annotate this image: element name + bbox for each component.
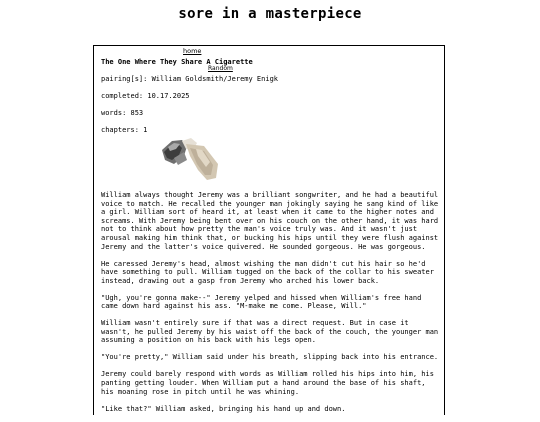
story-paragraph: Jeremy could barely respond with words as William rolled his hips into him, his panting getting louder. When William put a hand around the base of his shaft, his moaning rose in pitch until he was whining. <box>101 370 434 396</box>
story-paragraph: William wasn't entirely sure if that was a direct request. But in case it wasn't, he pulled Jeremy by his waist off the back of the couch, the younger man assuming a position on his back with his legs open. <box>101 319 439 345</box>
pairing-text: pairing[s]: William Goldsmith/Jeremy Enigk <box>101 74 279 83</box>
story-paragraph: "Ugh, you're gonna make--" Jeremy yelped and hissed when William's free hand came down hard against his ass. "M-make me come. Please, Will." <box>101 293 422 311</box>
photo-icon <box>160 134 222 182</box>
word-count: words: 853 <box>101 108 144 117</box>
story-paragraph: He caressed Jeremy's head, almost wishing the man didn't cut his hair so he'd have something to pull. William tugged on the back of the collar to his sweater instead, drawing out a gasp from Jeremy who arched his lower back. <box>101 259 434 285</box>
completed-date: completed: 10.17.2025 <box>101 91 190 100</box>
cigarette-photo <box>160 134 222 182</box>
story-paragraph: William always thought Jeremy was a brilliant songwriter, and he had a beautiful voice to match. He recalled the younger man jokingly saying he sang kind of like a girl. William sort of heard it, at least when it came to the higher notes and screams. With Jeremy being bent over on his couch on the other hand, it was hard not to think about how pretty the man's voice truly was. And it wasn't just arousal making him think that, or bucking his hips until they were flush against Jeremy and the latter's voice quivered. He sounded gorgeous. He was gorgeous. <box>101 191 439 251</box>
story-paragraph: "You're pretty," William said under his breath, slipping back into his entrance. <box>101 353 439 362</box>
site-title: sore in a masterpiece <box>178 6 362 22</box>
home-link[interactable]: home <box>183 47 202 55</box>
fic-header <box>101 58 439 143</box>
chapter-count: chapters: 1 <box>101 125 148 134</box>
story-body <box>101 191 439 422</box>
story-title: The One Where They Share A Cigarette <box>101 58 253 66</box>
random-link[interactable]: Random <box>208 65 233 72</box>
story-paragraph: "Like that?" William asked, bringing his hand up and down. <box>101 404 346 413</box>
